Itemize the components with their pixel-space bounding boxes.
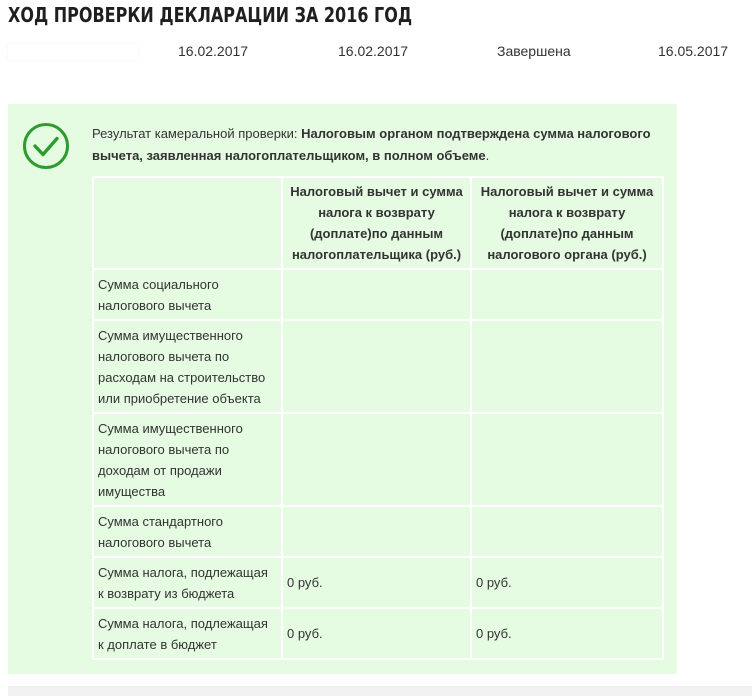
divider: [8, 686, 752, 696]
table-header-row: [93, 177, 663, 269]
row-label: Сумма имущественного налогового вычета по доходам от продажи имущества: [93, 413, 282, 506]
row-label: Сумма налога, подлежащая к возврату из бюджета: [93, 557, 282, 608]
authority-value: [471, 320, 663, 413]
table-row: [93, 608, 663, 659]
result-panel: [8, 104, 677, 674]
declaration-status-row[interactable]: [0, 36, 752, 64]
result-conclusion: Налоговым органом подтверждена сумма налогового вычета, заявленная налогоплательщиком, в полном объеме: [92, 126, 651, 163]
result-suffix: .: [485, 148, 490, 163]
taxpayer-value: [282, 269, 471, 320]
table-row: [93, 557, 663, 608]
table-row: [93, 413, 663, 506]
redacted-field: [8, 44, 138, 60]
taxpayer-value: 0 руб.: [282, 557, 471, 608]
table-row: [93, 269, 663, 320]
row-label: Сумма имущественного налогового вычета по расходам на строительство или приобретение объекта: [93, 320, 282, 413]
date-submitted: 16.02.2017: [178, 43, 249, 59]
date-completed: 16.05.2017: [658, 43, 729, 59]
taxpayer-value: [282, 506, 471, 557]
table-row: [93, 506, 663, 557]
row-label: Сумма социального налогового вычета: [93, 269, 282, 320]
authority-value: 0 руб.: [471, 608, 663, 659]
date-started: 16.02.2017: [338, 43, 409, 59]
result-prefix: Результат камеральной проверки:: [92, 126, 302, 141]
header-taxpayer: Налоговый вычет и сумма налога к возврату (доплате)по данным налогоплательщика (руб.): [282, 177, 471, 269]
authority-value: [471, 506, 663, 557]
result-text: [92, 123, 662, 167]
row-label: Сумма стандартного налогового вычета: [93, 506, 282, 557]
authority-value: [471, 413, 663, 506]
taxpayer-value: 0 руб.: [282, 608, 471, 659]
taxpayer-value: [282, 413, 471, 506]
authority-value: [471, 269, 663, 320]
check-circle-icon: [22, 122, 70, 170]
deduction-table: [92, 176, 664, 660]
header-authority: Налоговый вычет и сумма налога к возврату (доплате)по данным налогового органа (руб.): [471, 177, 663, 269]
header-empty: [93, 177, 282, 269]
row-label: Сумма налога, подлежащая к доплате в бюджет: [93, 608, 282, 659]
page-title: ХОД ПРОВЕРКИ ДЕКЛАРАЦИИ ЗА 2016 ГОД: [8, 3, 413, 27]
status-text: Завершена: [497, 43, 571, 59]
taxpayer-value: [282, 320, 471, 413]
authority-value: 0 руб.: [471, 557, 663, 608]
table-row: [93, 320, 663, 413]
